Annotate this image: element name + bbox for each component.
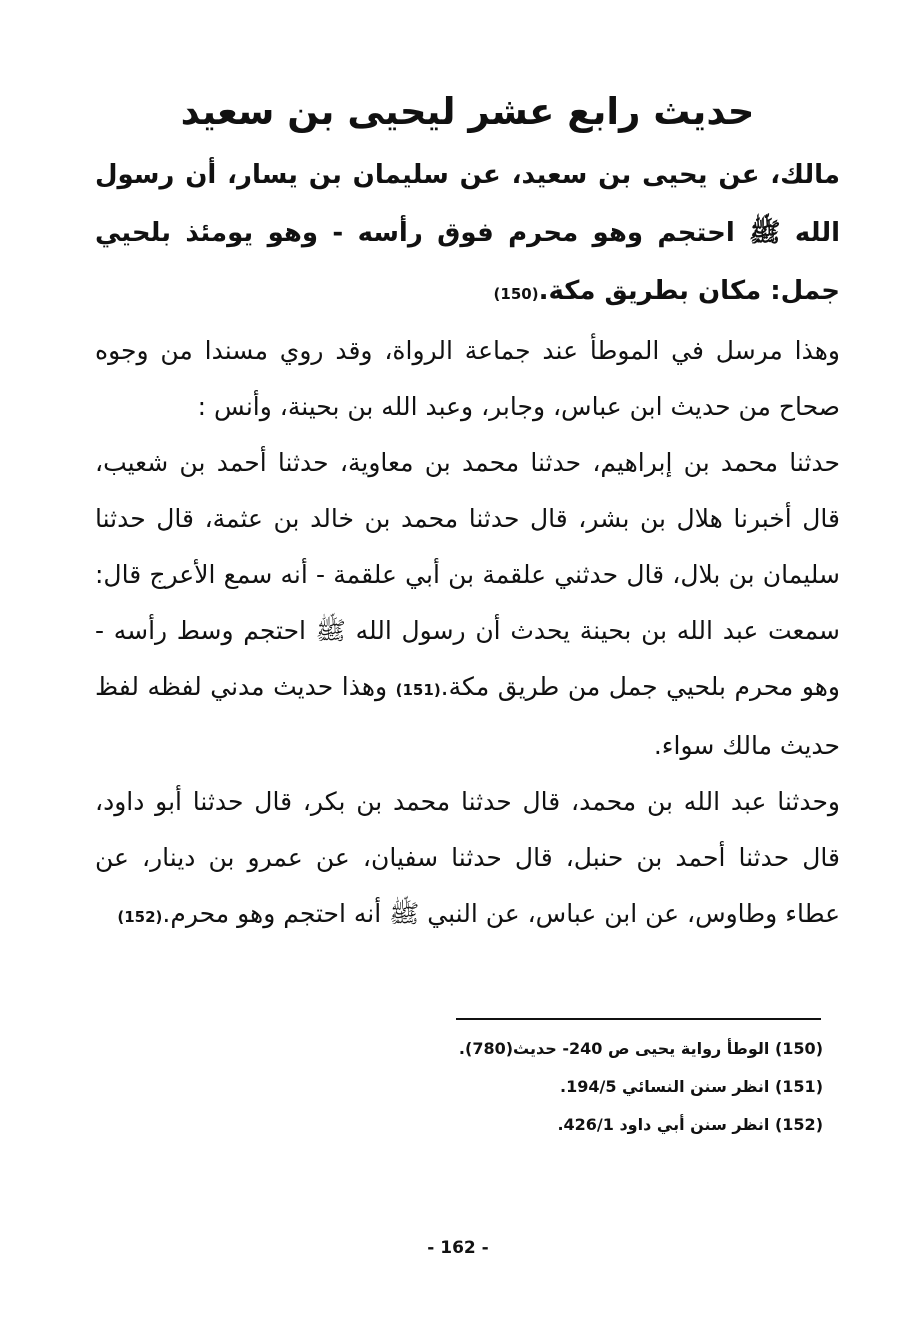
footnote-ref-151: (151)	[395, 681, 441, 699]
paragraph-text: حدثنا محمد بن إبراهيم، حدثنا محمد بن معاوية، حدثنا أحمد بن شعيب، قال أخبرنا هلال بن بشر، قال حدثنا محمد بن خالد بن عثمة، قال حدثنا سليمان بن بلال، قال حدثني علقمة بن أبي علقمة - أنه سمع الأعرج قال: سمعت عبد الله بن بحينة يحدث أن رسول الله ﷺ احتجم وسط رأسه - وهو محرم بلحيي جمل من طريق مكة.	[95, 448, 841, 701]
footnotes	[300, 1030, 823, 1144]
paragraph-text: وهذا مرسل في الموطأ عند جماعة الرواة، وقد روي مسندا من وجوه صحاح من حديث ابن عباس، وجابر، وعبد الله بن بحينة، وأنس :	[95, 336, 840, 421]
page-body	[95, 82, 840, 945]
footnote-152: (152) انظر سنن أبي داود 426/1.	[557, 1115, 823, 1134]
footnote-ref-152: (152)	[117, 908, 163, 926]
footnote-150: (150) الوطأ رواية يحيى ص 240- حديث(780).	[458, 1039, 823, 1058]
footnote-ref-150: (150)	[493, 285, 539, 303]
footnote-separator	[456, 1018, 821, 1020]
footnote-151: (151) انظر سنن النسائي 194/5.	[560, 1077, 823, 1096]
chapter-title: حديث رابع عشر ليحيى بن سعيد	[180, 90, 755, 133]
commentary-paragraph	[95, 323, 840, 435]
hadith-paragraph-3	[95, 774, 840, 945]
paragraph-tail: وهذا حديث مدني لفظه لفظ حديث مالك سواء.	[95, 672, 840, 760]
hadith-paragraph-1	[95, 146, 840, 323]
page-number: - 162 -	[427, 1238, 489, 1258]
paragraph-text: وحدثنا عبد الله بن محمد، قال حدثنا محمد بن بكر، قال حدثنا أبو داود، قال حدثنا أحمد بن حنبل، قال حدثنا سفيان، عن عمرو بن دينار، عن عطاء وطاوس، عن ابن عباس، عن النبي ﷺ أنه احتجم وهو محرم.	[95, 787, 840, 928]
paragraph-text: مالك، عن يحيى بن سعيد، عن سليمان بن يسار، أن رسول الله ﷺ احتجم وهو محرم فوق رأسه - وهو يومئذ بلحيي جمل: مكان بطريق مكة.	[95, 160, 840, 306]
hadith-paragraph-2	[95, 435, 840, 774]
